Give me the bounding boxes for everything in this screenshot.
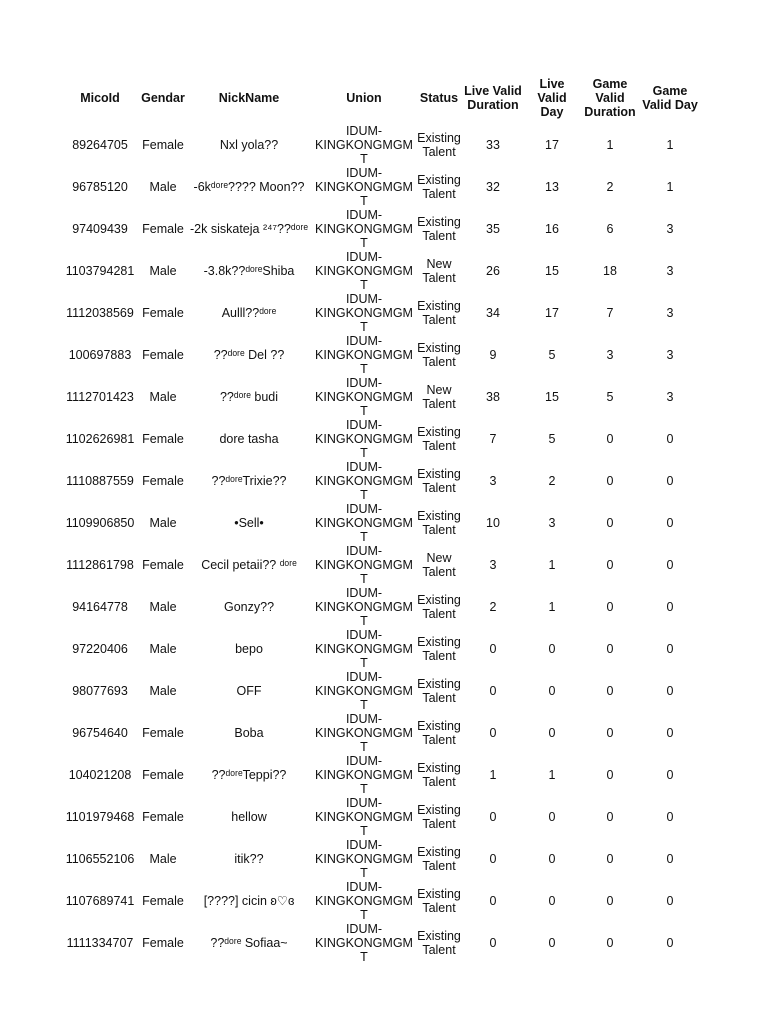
cell-game-valid-duration: 2 — [606, 180, 614, 194]
table-row — [60, 460, 700, 502]
cell-live-valid-day: 16 — [545, 222, 559, 236]
cell-status: Existing Talent — [417, 887, 461, 915]
cell-gendar: Female — [142, 432, 184, 446]
cell-game-valid-duration: 0 — [606, 600, 614, 614]
table-row — [60, 418, 700, 460]
table-row — [60, 796, 700, 838]
cell-gendar: Male — [149, 684, 177, 698]
cell-live-valid-day: 0 — [548, 894, 556, 908]
cell-nickname: Cecil petaii?? ᵈᵒʳᵉ — [201, 558, 297, 572]
cell-micoid: 1110887559 — [66, 474, 134, 488]
cell-status: Existing Talent — [417, 803, 461, 831]
cell-union: IDUM-KINGKONGMGMT — [315, 712, 413, 754]
cell-gendar: Male — [149, 516, 177, 530]
cell-union: IDUM-KINGKONGMGMT — [315, 544, 413, 586]
cell-game-valid-day: 0 — [666, 810, 674, 824]
cell-status: Existing Talent — [417, 467, 461, 495]
cell-live-valid-duration: 3 — [489, 558, 497, 572]
header-game-valid-day: Game Valid Day — [642, 84, 698, 112]
cell-live-valid-day: 0 — [548, 852, 556, 866]
cell-live-valid-day: 15 — [545, 264, 559, 278]
cell-union: IDUM-KINGKONGMGMT — [315, 922, 413, 964]
cell-live-valid-day: 17 — [545, 306, 559, 320]
cell-micoid: 1101979468 — [65, 810, 135, 824]
cell-live-valid-day: 13 — [545, 180, 559, 194]
cell-game-valid-day: 0 — [666, 558, 674, 572]
cell-status: New Talent — [422, 551, 456, 579]
cell-game-valid-day: 0 — [666, 684, 674, 698]
table-body — [60, 124, 700, 964]
cell-status: Existing Talent — [417, 425, 461, 453]
cell-live-valid-duration: 9 — [489, 348, 497, 362]
header-live-valid-day: Live Valid Day — [537, 77, 567, 119]
cell-nickname: bepo — [235, 642, 263, 656]
cell-game-valid-day: 3 — [666, 390, 674, 404]
cell-gendar: Female — [142, 936, 184, 950]
cell-status: New Talent — [422, 257, 456, 285]
cell-gendar: Female — [142, 306, 184, 320]
header-row — [60, 72, 700, 124]
cell-gendar: Female — [142, 558, 184, 572]
cell-live-valid-day: 17 — [545, 138, 559, 152]
cell-game-valid-duration: 0 — [606, 768, 614, 782]
cell-gendar: Female — [142, 348, 184, 362]
table-row — [60, 838, 700, 880]
cell-game-valid-duration: 0 — [606, 474, 614, 488]
cell-status: Existing Talent — [417, 593, 461, 621]
cell-status: Existing Talent — [417, 845, 461, 873]
cell-game-valid-duration: 0 — [606, 642, 614, 656]
cell-nickname: -6kᵈᵒʳᵉ???? Moon?? — [193, 180, 305, 194]
cell-status: Existing Talent — [417, 299, 461, 327]
cell-live-valid-duration: 32 — [486, 180, 500, 194]
cell-live-valid-duration: 33 — [486, 138, 500, 152]
cell-nickname: ??ᵈᵒʳᵉTeppi?? — [211, 768, 287, 782]
table-row — [60, 292, 700, 334]
header-nickname: NickName — [218, 91, 280, 105]
cell-micoid: 89264705 — [72, 138, 128, 152]
cell-game-valid-duration: 0 — [606, 726, 614, 740]
cell-nickname: ??ᵈᵒʳᵉ budi — [219, 390, 279, 404]
cell-game-valid-duration: 0 — [606, 516, 614, 530]
cell-micoid: 97409439 — [72, 222, 128, 236]
cell-live-valid-duration: 0 — [489, 642, 497, 656]
cell-game-valid-duration: 0 — [606, 684, 614, 698]
table-row — [60, 586, 700, 628]
cell-game-valid-day: 0 — [666, 894, 674, 908]
cell-live-valid-day: 0 — [548, 642, 556, 656]
cell-nickname: [????] cicin ʚ♡ɞ — [203, 894, 295, 908]
cell-gendar: Female — [142, 474, 184, 488]
cell-live-valid-duration: 0 — [489, 936, 497, 950]
cell-game-valid-duration: 1 — [606, 138, 614, 152]
cell-nickname: itik?? — [234, 852, 264, 866]
table-row — [60, 208, 700, 250]
cell-micoid: 1109906850 — [65, 516, 135, 530]
cell-micoid: 94164778 — [72, 600, 128, 614]
cell-micoid: 1112861798 — [66, 558, 134, 572]
cell-status: Existing Talent — [417, 635, 461, 663]
cell-status: Existing Talent — [417, 215, 461, 243]
cell-gendar: Male — [149, 852, 177, 866]
cell-nickname: hellow — [231, 810, 267, 824]
cell-nickname: Nxl yola?? — [219, 138, 279, 152]
cell-game-valid-duration: 0 — [606, 558, 614, 572]
cell-gendar: Female — [142, 222, 184, 236]
cell-status: New Talent — [422, 383, 456, 411]
header-gendar: Gendar — [141, 91, 185, 105]
cell-gendar: Female — [142, 810, 184, 824]
cell-game-valid-duration: 6 — [606, 222, 614, 236]
table-row — [60, 880, 700, 922]
cell-live-valid-day: 0 — [548, 936, 556, 950]
cell-nickname: -2k siskateja ²⁴⁷??ᵈᵒʳᵉ — [190, 222, 308, 236]
table-row — [60, 334, 700, 376]
cell-micoid: 1106552106 — [65, 852, 135, 866]
cell-union: IDUM-KINGKONGMGMT — [315, 670, 413, 712]
table-row — [60, 628, 700, 670]
cell-union: IDUM-KINGKONGMGMT — [315, 166, 413, 208]
cell-gendar: Male — [149, 390, 177, 404]
header-status: Status — [419, 91, 459, 105]
table-row — [60, 166, 700, 208]
table-row — [60, 670, 700, 712]
cell-live-valid-day: 0 — [548, 810, 556, 824]
cell-game-valid-day: 0 — [666, 768, 674, 782]
cell-game-valid-day: 0 — [666, 726, 674, 740]
cell-live-valid-duration: 0 — [489, 810, 497, 824]
cell-game-valid-duration: 0 — [606, 810, 614, 824]
cell-nickname: OFF — [236, 684, 262, 698]
cell-gendar: Male — [149, 600, 177, 614]
cell-live-valid-day: 5 — [548, 348, 556, 362]
cell-micoid: 1111334707 — [66, 936, 134, 950]
cell-gendar: Male — [149, 264, 177, 278]
cell-nickname: Gonzy?? — [223, 600, 275, 614]
cell-status: Existing Talent — [417, 131, 461, 159]
cell-gendar: Female — [142, 894, 184, 908]
cell-game-valid-day: 0 — [666, 474, 674, 488]
cell-nickname: Boba — [234, 726, 264, 740]
cell-union: IDUM-KINGKONGMGMT — [315, 250, 413, 292]
cell-union: IDUM-KINGKONGMGMT — [315, 460, 413, 502]
cell-game-valid-day: 0 — [666, 600, 674, 614]
cell-nickname: •Sell• — [234, 516, 264, 530]
cell-live-valid-day: 0 — [548, 726, 556, 740]
cell-game-valid-day: 0 — [666, 852, 674, 866]
cell-live-valid-duration: 7 — [489, 432, 497, 446]
cell-game-valid-duration: 7 — [606, 306, 614, 320]
table-row — [60, 922, 700, 964]
cell-game-valid-duration: 0 — [606, 852, 614, 866]
header-game-valid-duration: Game Valid Duration — [584, 77, 636, 119]
cell-game-valid-day: 3 — [666, 306, 674, 320]
table-row — [60, 502, 700, 544]
cell-game-valid-day: 0 — [666, 642, 674, 656]
cell-micoid: 96785120 — [72, 180, 128, 194]
cell-game-valid-day: 0 — [666, 432, 674, 446]
cell-gendar: Male — [149, 180, 177, 194]
cell-game-valid-day: 1 — [666, 138, 674, 152]
cell-micoid: 100697883 — [68, 348, 132, 362]
header-union: Union — [346, 91, 382, 105]
cell-live-valid-day: 5 — [548, 432, 556, 446]
cell-game-valid-day: 0 — [666, 516, 674, 530]
cell-live-valid-day: 1 — [548, 558, 556, 572]
cell-micoid: 1103794281 — [65, 264, 135, 278]
cell-nickname: dore tasha — [219, 432, 279, 446]
cell-status: Existing Talent — [417, 677, 461, 705]
cell-nickname: -3.8k??ᵈᵒʳᵉShiba — [203, 264, 295, 278]
header-live-valid-duration: Live Valid Duration — [464, 84, 522, 112]
cell-status: Existing Talent — [417, 719, 461, 747]
cell-micoid: 96754640 — [72, 726, 128, 740]
talent-table — [60, 72, 700, 964]
cell-live-valid-duration: 10 — [486, 516, 500, 530]
cell-union: IDUM-KINGKONGMGMT — [315, 208, 413, 250]
cell-nickname: ??ᵈᵒʳᵉTrixie?? — [211, 474, 287, 488]
cell-nickname: Aulll??ᵈᵒʳᵉ — [221, 306, 277, 320]
cell-union: IDUM-KINGKONGMGMT — [315, 628, 413, 670]
table-row — [60, 544, 700, 586]
table-header — [60, 72, 700, 124]
table-row — [60, 712, 700, 754]
cell-live-valid-duration: 1 — [489, 768, 497, 782]
cell-union: IDUM-KINGKONGMGMT — [315, 502, 413, 544]
cell-live-valid-duration: 35 — [486, 222, 500, 236]
cell-game-valid-day: 3 — [666, 264, 674, 278]
table-row — [60, 250, 700, 292]
cell-micoid: 104021208 — [68, 768, 132, 782]
cell-live-valid-duration: 3 — [489, 474, 497, 488]
cell-game-valid-day: 0 — [666, 936, 674, 950]
cell-live-valid-duration: 38 — [486, 390, 500, 404]
cell-micoid: 1107689741 — [65, 894, 135, 908]
cell-union: IDUM-KINGKONGMGMT — [315, 292, 413, 334]
cell-gendar: Female — [142, 726, 184, 740]
cell-game-valid-duration: 5 — [606, 390, 614, 404]
cell-live-valid-duration: 34 — [486, 306, 500, 320]
cell-live-valid-day: 1 — [548, 600, 556, 614]
cell-union: IDUM-KINGKONGMGMT — [315, 376, 413, 418]
cell-game-valid-duration: 0 — [606, 432, 614, 446]
cell-game-valid-duration: 0 — [606, 936, 614, 950]
cell-union: IDUM-KINGKONGMGMT — [315, 838, 413, 880]
cell-live-valid-day: 15 — [545, 390, 559, 404]
cell-live-valid-duration: 0 — [489, 852, 497, 866]
cell-micoid: 1112038569 — [66, 306, 134, 320]
cell-micoid: 97220406 — [72, 642, 128, 656]
cell-gendar: Female — [142, 138, 184, 152]
cell-live-valid-day: 3 — [548, 516, 556, 530]
cell-game-valid-duration: 0 — [606, 894, 614, 908]
cell-live-valid-day: 2 — [548, 474, 556, 488]
cell-nickname: ??ᵈᵒʳᵉ Sofiaa~ — [210, 936, 288, 950]
table-row — [60, 124, 700, 166]
cell-live-valid-day: 1 — [548, 768, 556, 782]
cell-union: IDUM-KINGKONGMGMT — [315, 124, 413, 166]
cell-union: IDUM-KINGKONGMGMT — [315, 334, 413, 376]
cell-game-valid-duration: 3 — [606, 348, 614, 362]
cell-live-valid-duration: 2 — [489, 600, 497, 614]
cell-live-valid-day: 0 — [548, 684, 556, 698]
table-row — [60, 754, 700, 796]
cell-game-valid-day: 3 — [666, 222, 674, 236]
cell-status: Existing Talent — [417, 509, 461, 537]
cell-live-valid-duration: 26 — [486, 264, 500, 278]
cell-union: IDUM-KINGKONGMGMT — [315, 418, 413, 460]
cell-micoid: 98077693 — [72, 684, 128, 698]
cell-live-valid-duration: 0 — [489, 726, 497, 740]
cell-status: Existing Talent — [417, 761, 461, 789]
cell-union: IDUM-KINGKONGMGMT — [315, 586, 413, 628]
cell-status: Existing Talent — [417, 929, 461, 957]
cell-gendar: Male — [149, 642, 177, 656]
cell-game-valid-day: 3 — [666, 348, 674, 362]
cell-union: IDUM-KINGKONGMGMT — [315, 754, 413, 796]
cell-nickname: ??ᵈᵒʳᵉ Del ?? — [213, 348, 285, 362]
header-micoid: MicoId — [80, 91, 120, 105]
cell-micoid: 1102626981 — [65, 432, 135, 446]
cell-status: Existing Talent — [417, 173, 461, 201]
cell-game-valid-duration: 18 — [603, 264, 617, 278]
table-row — [60, 376, 700, 418]
cell-live-valid-duration: 0 — [489, 894, 497, 908]
cell-status: Existing Talent — [417, 341, 461, 369]
cell-game-valid-day: 1 — [666, 180, 674, 194]
cell-gendar: Female — [142, 768, 184, 782]
cell-micoid: 1112701423 — [66, 390, 134, 404]
cell-union: IDUM-KINGKONGMGMT — [315, 796, 413, 838]
cell-union: IDUM-KINGKONGMGMT — [315, 880, 413, 922]
cell-live-valid-duration: 0 — [489, 684, 497, 698]
